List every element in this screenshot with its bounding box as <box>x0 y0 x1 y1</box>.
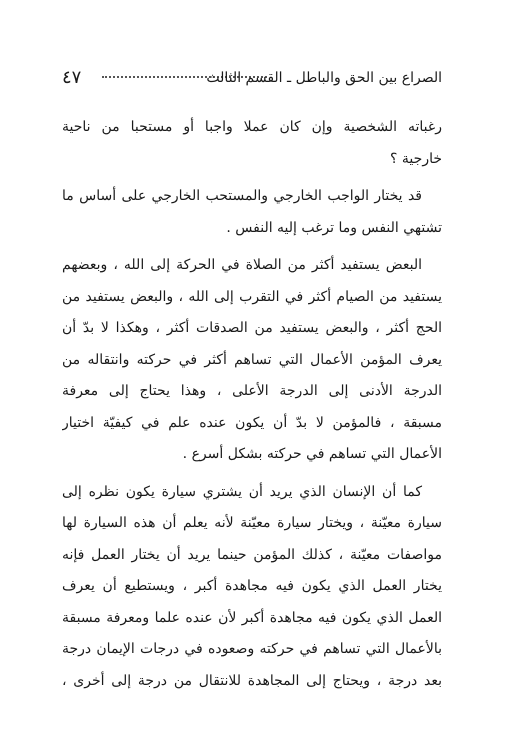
text-line: مواصفات معيّنة ، كذلك المؤمن حينما يريد أن يختار العمل فإنه <box>62 546 442 563</box>
body-text <box>62 112 442 703</box>
text-line: يعرف المؤمن الأعمال التي تساهم أكثر في حركته وانتقاله من <box>62 351 442 368</box>
text-line: الأعمال التي تساهم في حركته بشكل أسرع . <box>182 446 442 462</box>
text-line: يختار العمل الذي يكون فيه مجاهدة أكبر ، ويستطيع أن يعرف <box>62 578 442 594</box>
paragraph <box>62 477 442 698</box>
text-line: يستفيد من الصيام أكثر في التقرب إلى الله ، والبعض يستفيد من <box>62 288 442 305</box>
page-number: ٤٧ <box>62 67 82 88</box>
text-line: بالأعمال التي تساهم في حركته وصعوده في درجات الإيمان درجة <box>62 641 442 657</box>
text-line: العمل الذي يكون فيه مجاهدة أكبر لأن عنده علما ومعرفة مسبقة <box>62 609 442 626</box>
running-title: الصراع بين الحق والباطل ـ القسم الثالث <box>206 70 442 86</box>
running-header <box>62 66 442 90</box>
text-line: خارجية ؟ <box>390 150 442 167</box>
text-line: الحج أكثر ، والبعض يستفيد من الصدقات أكثر ، وهكذا لا بدّ أن <box>62 320 442 336</box>
text-line: قد يختار الواجب الخارجي والمستحب الخارجي على أساس ما <box>62 188 422 204</box>
text-line: بعد درجة ، ويحتاج إلى المجاهدة للانتقال من درجة إلى أخرى ، <box>62 672 442 689</box>
text-line: رغباته الشخصية وإن كان عملا واجبا أو مستحبا من ناحية <box>62 119 442 135</box>
text-line: الدرجة الأدنى إلى الدرجة الأعلى ، وهذا يحتاج إلى معرفة <box>62 383 442 399</box>
text-line: البعض يستفيد أكثر من الصلاة في الحركة إلى الله ، وبعضهم <box>62 257 422 273</box>
paragraph <box>62 181 442 244</box>
text-line: تشتهي النفس وما ترغب إليه النفس . <box>226 219 442 236</box>
text-line: سيارة معيّنة ، ويختار سيارة معيّنة لأنه يعلم أن هذه السيارة لها <box>62 515 442 531</box>
paragraph <box>62 250 442 471</box>
paragraph-continuation <box>62 112 442 175</box>
text-line: كما أن الإنسان الذي يريد أن يشتري سيارة يكون نظره إلى <box>62 483 422 500</box>
text-line: مسبقة ، فالمؤمن لا بدّ أن يكون عنده علم في كيفيّة اختيار <box>62 414 442 431</box>
